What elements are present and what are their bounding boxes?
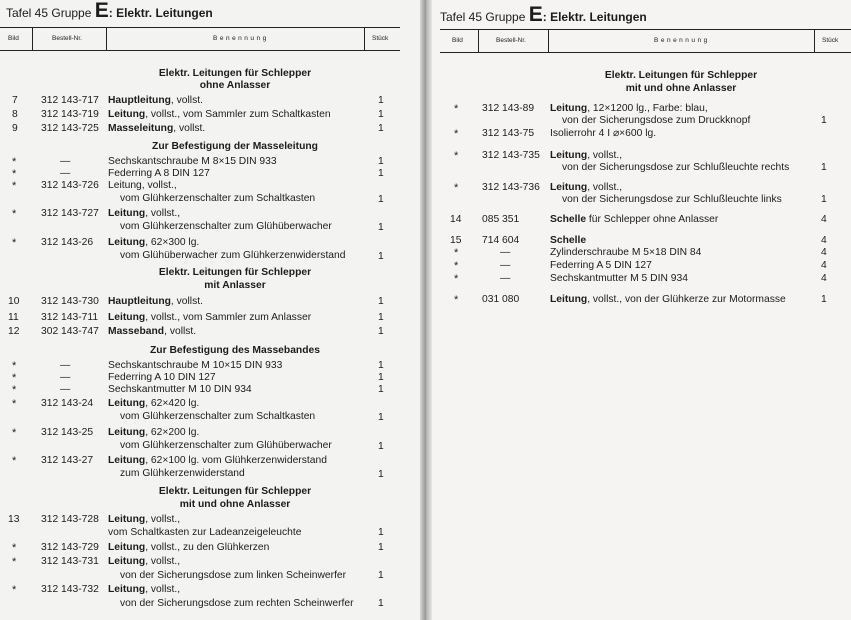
part-desc: , vollst., von der Glühkerze zur Motormasse — [587, 294, 786, 305]
part-desc: Federring A 10 DIN 127 — [108, 372, 216, 383]
part-desc-line2: vom Schaltkasten zur Ladeanzeigeleuchte — [108, 527, 302, 538]
asterisk-marker: * — [12, 237, 17, 249]
part-name: Masseband — [108, 326, 165, 337]
part-desc: für Schlepper ohne Anlasser — [586, 214, 719, 225]
tafel-label: Tafel 45 Gruppe — [440, 10, 526, 24]
part-name: Masseleitung — [108, 123, 174, 134]
part-desc: , vollst., — [145, 208, 181, 219]
part-name: Hauptleitung — [108, 95, 171, 106]
quantity: 1 — [378, 95, 384, 106]
section-subheading: ohne Anlasser — [199, 80, 271, 91]
part-desc: Federring A 5 DIN 127 — [550, 260, 652, 271]
quantity: 4 — [821, 273, 827, 284]
part-desc-line2: vom Glühkerzenschalter zum Glühüberwacher — [120, 440, 332, 451]
col-benennung: Benennung — [654, 37, 710, 44]
part-desc-line2: von der Sicherungsdose zum Druckknopf — [562, 115, 751, 126]
part-name: Leitung — [108, 584, 146, 595]
asterisk-marker: * — [12, 156, 17, 168]
part-desc-line2: zum Glühkerzenwiderstand — [120, 468, 245, 479]
page-header — [440, 3, 647, 27]
asterisk-marker: * — [12, 542, 17, 554]
part-name: Leitung — [108, 237, 146, 248]
part-desc: , 62×300 lg. — [145, 237, 200, 248]
asterisk-marker: * — [12, 584, 17, 596]
asterisk-marker: * — [454, 294, 459, 306]
quantity: 1 — [378, 312, 384, 323]
quantity: 1 — [378, 441, 384, 452]
section-heading: Elektr. Leitungen für Schlepper — [158, 486, 312, 497]
part-desc: , 62×100 lg. vom Glühkerzenwiderstand — [145, 455, 327, 466]
part-name: Leitung — [108, 514, 146, 525]
quantity: 1 — [378, 598, 384, 609]
bild-number: 12 — [8, 326, 20, 337]
part-desc: Leitung, vollst., — [108, 180, 177, 191]
part-desc: , vollst. — [170, 296, 203, 307]
order-number: 312 143-25 — [41, 427, 94, 438]
quantity: 1 — [378, 296, 384, 307]
bild-number: 10 — [8, 296, 20, 307]
order-number: 312 143-730 — [41, 296, 99, 307]
part-name: Leitung — [550, 150, 588, 161]
quantity: 1 — [821, 115, 827, 126]
part-desc: , 12×1200 lg., Farbe: blau, — [587, 103, 708, 114]
order-number: 302 143-747 — [41, 326, 99, 337]
asterisk-marker: * — [12, 556, 17, 568]
order-number: 312 143-732 — [41, 584, 99, 595]
bild-number: 15 — [450, 235, 462, 246]
section-subheading: mit und ohne Anlasser — [625, 83, 737, 94]
order-number: 312 143-719 — [41, 109, 99, 120]
col-bild: Bild — [452, 37, 463, 44]
right-page — [432, 0, 851, 620]
order-number: 312 143-729 — [41, 542, 99, 553]
asterisk-marker: * — [12, 168, 17, 180]
quantity: 4 — [821, 235, 827, 246]
quantity: 1 — [821, 162, 827, 173]
part-desc: Isolierrohr 4 I ⌀×600 lg. — [550, 128, 657, 139]
asterisk-marker: * — [454, 150, 459, 162]
asterisk-marker: * — [12, 180, 17, 192]
order-dash: — — [60, 360, 71, 371]
part-desc-line2: vom Glühkerzenschalter zum Glühüberwacher — [120, 221, 332, 232]
quantity: 1 — [378, 469, 384, 480]
part-name: Leitung — [108, 109, 146, 120]
section-heading: Elektr. Leitungen für Schlepper — [158, 68, 312, 79]
part-name: Leitung — [108, 398, 146, 409]
quantity: 1 — [821, 294, 827, 305]
part-desc: , vollst., — [145, 514, 181, 525]
part-desc: Sechskantschraube M 8×15 DIN 933 — [108, 156, 277, 167]
part-desc-line2: von der Sicherungsdose zum linken Scheinwerfer — [120, 570, 347, 581]
asterisk-marker: * — [12, 398, 17, 410]
asterisk-marker: * — [12, 455, 17, 467]
asterisk-marker: * — [12, 372, 17, 384]
order-number: 312 143-711 — [41, 312, 99, 323]
quantity: 1 — [378, 542, 384, 553]
quantity: 1 — [378, 123, 384, 134]
bild-number: 8 — [12, 109, 18, 120]
order-number: 312 143-24 — [41, 398, 94, 409]
part-name: Leitung — [108, 208, 146, 219]
order-dash: — — [500, 247, 511, 258]
part-name: Leitung — [550, 182, 588, 193]
order-dash: — — [60, 168, 71, 179]
quantity: 4 — [821, 260, 827, 271]
order-number: 312 143-717 — [41, 95, 99, 106]
part-name: Leitung — [108, 427, 146, 438]
part-name: Hauptleitung — [108, 296, 171, 307]
asterisk-marker: * — [12, 427, 17, 439]
part-desc: , vollst. — [164, 326, 197, 337]
order-number: 031 080 — [482, 294, 520, 305]
part-name: Leitung — [108, 455, 146, 466]
quantity: 4 — [821, 214, 827, 225]
bild-number: 13 — [8, 514, 20, 525]
col-stueck: Stück — [822, 37, 839, 44]
bild-number: 9 — [12, 123, 18, 134]
part-desc: , vollst., vom Sammler zum Anlasser — [145, 312, 312, 323]
part-desc: , vollst. — [170, 95, 203, 106]
part-desc-line2: von der Sicherungsdose zum rechten Scheinwerfer — [120, 598, 354, 609]
part-desc-line2: von der Sicherungsdose zur Schlußleuchte links — [562, 194, 782, 205]
quantity: 1 — [378, 360, 384, 371]
order-number: 312 143-736 — [482, 182, 540, 193]
order-dash: — — [60, 384, 71, 395]
section-subheading: mit und ohne Anlasser — [179, 499, 291, 510]
part-desc: , vollst., — [145, 556, 181, 567]
section-subheading: mit Anlasser — [204, 280, 266, 291]
part-desc: , vollst., — [587, 182, 623, 193]
part-desc: Sechskantmutter M 10 DIN 934 — [108, 384, 252, 395]
col-stueck: Stück — [372, 35, 389, 42]
asterisk-marker: * — [454, 273, 459, 285]
order-dash: — — [500, 273, 511, 284]
column-header — [0, 27, 400, 51]
quantity: 1 — [378, 251, 384, 262]
part-desc: , vollst., zu den Glühkerzen — [145, 542, 270, 553]
part-desc: Sechskantschraube M 10×15 DIN 933 — [108, 360, 283, 371]
order-number: 312 143-75 — [482, 128, 535, 139]
order-number: 312 143-725 — [41, 123, 99, 134]
order-number: 312 143-727 — [41, 208, 99, 219]
part-desc: , vollst. — [173, 123, 206, 134]
part-desc: , vollst., — [587, 150, 623, 161]
part-desc: Sechskantmutter M 5 DIN 934 — [550, 273, 688, 284]
section-heading: Elektr. Leitungen für Schlepper — [158, 267, 312, 278]
quantity: 4 — [821, 247, 827, 258]
asterisk-marker: * — [454, 182, 459, 194]
order-number: 312 143-27 — [41, 455, 94, 466]
part-desc: , vollst., vom Sammler zum Schaltkasten — [145, 109, 331, 120]
part-name: Leitung — [550, 294, 588, 305]
left-page — [0, 0, 420, 620]
part-name: Leitung — [108, 312, 146, 323]
quantity: 1 — [378, 527, 384, 538]
column-header — [440, 29, 851, 53]
order-dash: — — [60, 156, 71, 167]
part-desc: Zylinderschraube M 5×18 DIN 84 — [550, 247, 702, 258]
part-desc: , vollst., — [145, 584, 181, 595]
asterisk-marker: * — [12, 384, 17, 396]
quantity: 1 — [378, 194, 384, 205]
order-number: 714 604 — [482, 235, 520, 246]
order-number: 312 143-26 — [41, 237, 94, 248]
quantity: 1 — [378, 570, 384, 581]
col-benennung: Benennung — [213, 35, 269, 42]
subsection-heading: Zur Befestigung des Massebandes — [150, 345, 320, 356]
asterisk-marker: * — [12, 208, 17, 220]
quantity: 1 — [821, 194, 827, 205]
part-name: Leitung — [108, 556, 146, 567]
order-dash: — — [500, 260, 511, 271]
quantity: 1 — [378, 222, 384, 233]
col-bild: Bild — [8, 35, 19, 42]
bild-number: 11 — [8, 312, 19, 323]
order-dash: — — [60, 372, 71, 383]
group-letter: E — [94, 0, 109, 22]
quantity: 1 — [378, 372, 384, 383]
part-name: Leitung — [550, 103, 588, 114]
asterisk-marker: * — [454, 260, 459, 272]
order-number: 312 143-731 — [41, 556, 99, 567]
order-number: 312 143-728 — [41, 514, 99, 525]
subsection-heading: Zur Befestigung der Masseleitung — [152, 141, 318, 152]
quantity: 1 — [378, 384, 384, 395]
page-header — [6, 0, 213, 23]
part-name: Schelle — [550, 214, 587, 225]
bild-number: 14 — [450, 214, 462, 225]
col-bestell: Bestell-Nr. — [52, 35, 82, 42]
col-bestell: Bestell-Nr. — [496, 37, 526, 44]
group-title: : Elektr. Leitungen — [542, 10, 647, 24]
quantity: 1 — [378, 326, 384, 337]
quantity: 1 — [378, 109, 384, 120]
group-letter: E — [528, 3, 543, 26]
part-name: Schelle — [550, 235, 587, 246]
asterisk-marker: * — [12, 360, 17, 372]
part-desc-line2: vom Glühkerzenschalter zum Schaltkasten — [120, 411, 316, 422]
quantity: 1 — [378, 168, 384, 179]
asterisk-marker: * — [454, 128, 459, 140]
book-gutter — [420, 0, 432, 620]
asterisk-marker: * — [454, 103, 459, 115]
part-name: Leitung — [108, 542, 146, 553]
order-number: 312 143-735 — [482, 150, 540, 161]
part-desc-line2: vom Glühüberwacher zum Glühkerzenwiderstand — [120, 250, 346, 261]
section-heading: Elektr. Leitungen für Schlepper — [604, 70, 758, 81]
part-desc-line2: vom Glühkerzenschalter zum Schaltkasten — [120, 193, 316, 204]
quantity: 1 — [378, 156, 384, 167]
asterisk-marker: * — [454, 247, 459, 259]
order-number: 085 351 — [482, 214, 520, 225]
part-desc: , 62×200 lg. — [145, 427, 200, 438]
part-desc: Federring A 8 DIN 127 — [108, 168, 210, 179]
group-title: : Elektr. Leitungen — [108, 6, 213, 20]
part-desc: , 62×420 lg. — [145, 398, 200, 409]
quantity: 1 — [378, 412, 384, 423]
order-number: 312 143-89 — [482, 103, 535, 114]
order-number: 312 143-726 — [41, 180, 99, 191]
part-desc-line2: von der Sicherungsdose zur Schlußleuchte rechts — [562, 162, 790, 173]
tafel-label: Tafel 45 Gruppe — [6, 6, 92, 20]
bild-number: 7 — [12, 95, 18, 106]
